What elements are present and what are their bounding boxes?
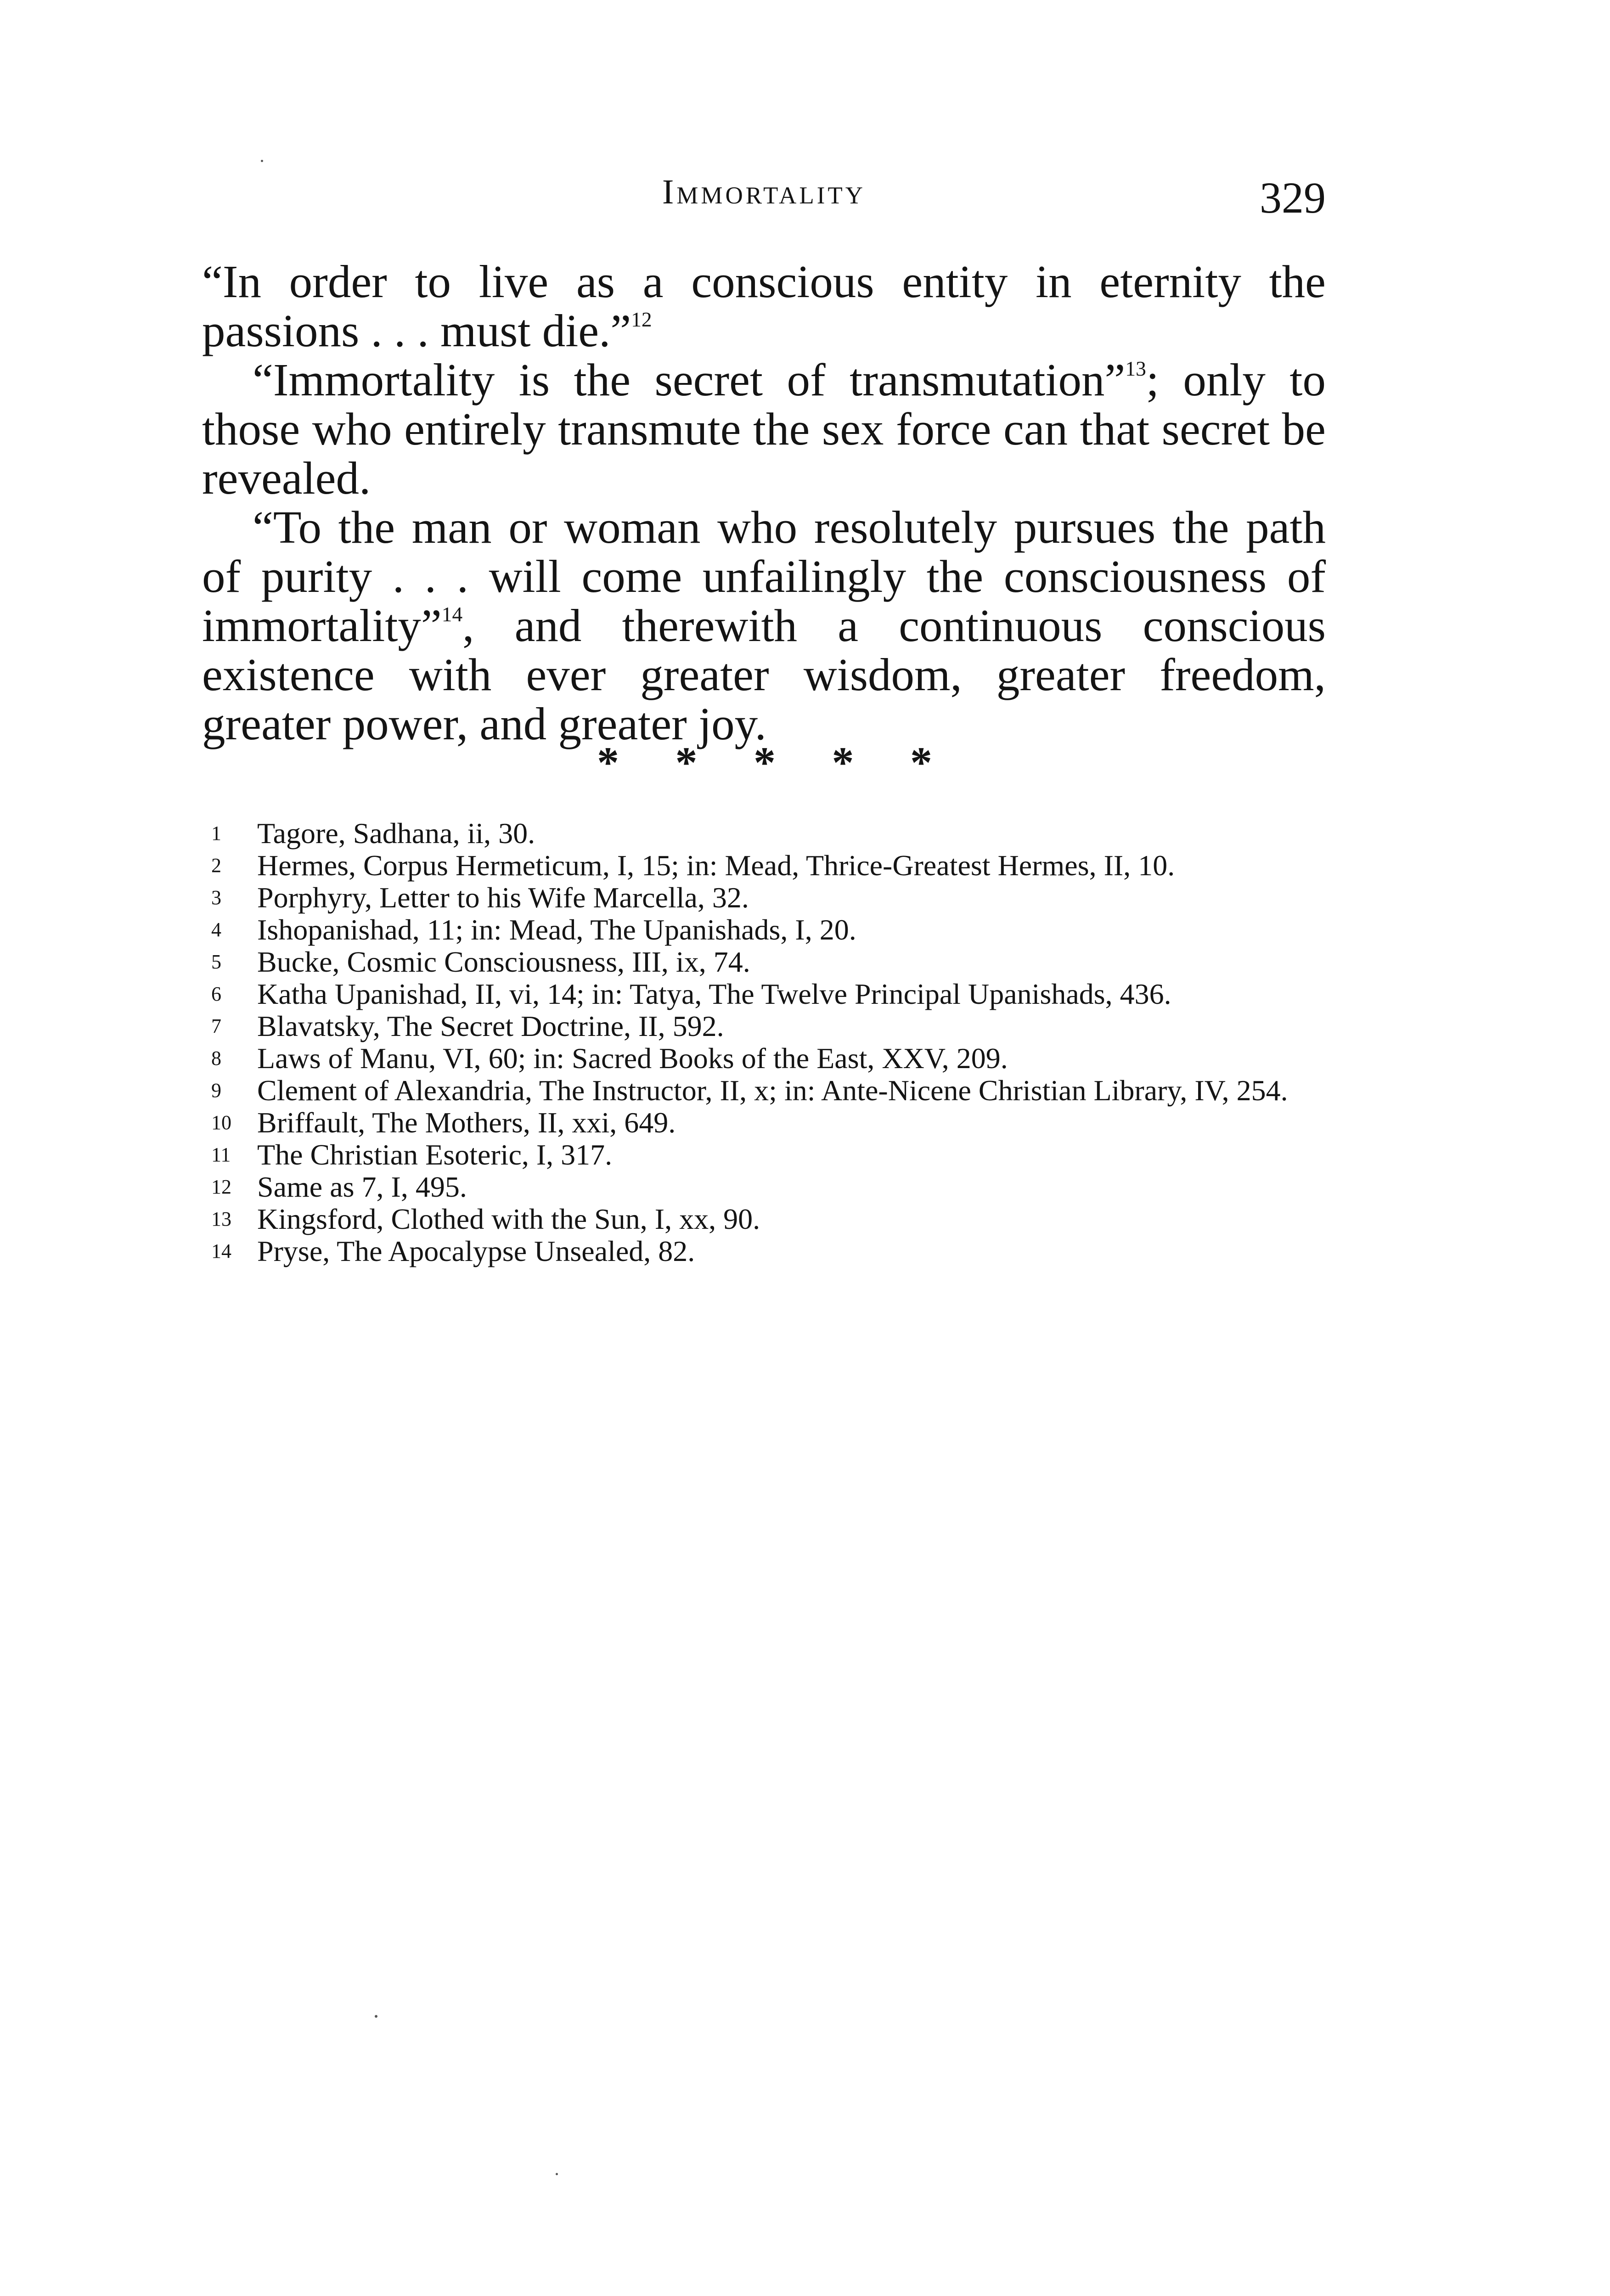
- footnote-number: 7: [211, 1015, 221, 1037]
- asterisk: *: [832, 738, 854, 787]
- page-number: 329: [1260, 173, 1326, 222]
- footnote-number: 5: [211, 951, 221, 973]
- paragraph-text: “In order to live as a conscious entity in eternity the passions . . . must die.”: [202, 256, 1326, 356]
- footnote-item: [211, 850, 1327, 882]
- footnote-number: 4: [211, 918, 221, 941]
- asterisk: *: [675, 738, 698, 787]
- footnote-text: Ishopanishad, 11; in: Mead, The Upanishads, I, 20.: [257, 913, 856, 946]
- footnote-item: [211, 1203, 1327, 1235]
- scan-speck: [556, 2173, 558, 2175]
- paragraph-text: “Immortality is the secret of transmutation”: [253, 354, 1126, 405]
- paragraph-transmutation: [202, 355, 1326, 503]
- footnote-item: [211, 1042, 1327, 1075]
- footnote-number: 10: [211, 1111, 231, 1134]
- footnote-text: Katha Upanishad, II, vi, 14; in: Tatya, The Twelve Principal Upanishads, 436.: [257, 978, 1171, 1010]
- footnote-text: Tagore, Sadhana, ii, 30.: [257, 817, 535, 850]
- footnote-text: Laws of Manu, VI, 60; in: Sacred Books of the East, XXV, 209.: [257, 1042, 1008, 1075]
- footnote-item: [211, 1235, 1327, 1267]
- running-title: Immortality: [662, 173, 866, 211]
- footnote-item: [211, 978, 1327, 1010]
- paragraph-text: ; only to those who entirely transmute the sex force can that secret be revealed.: [202, 354, 1326, 504]
- paragraph-purity: [202, 503, 1326, 748]
- footnote-text: Pryse, The Apocalypse Unsealed, 82.: [257, 1235, 695, 1267]
- footnote-item: [211, 946, 1327, 978]
- footnotes: [211, 817, 1327, 1267]
- footnote-ref: 13: [1125, 356, 1146, 380]
- footnote-text: Bucke, Cosmic Consciousness, III, ix, 74.: [257, 945, 750, 978]
- body-text: [202, 257, 1326, 748]
- footnote-number: 6: [211, 983, 221, 1005]
- footnote-item: [211, 1171, 1327, 1203]
- footnote-number: 1: [211, 822, 221, 844]
- footnote-item: [211, 1075, 1327, 1107]
- footnote-text: Same as 7, I, 495.: [257, 1171, 467, 1203]
- footnote-number: 8: [211, 1047, 221, 1069]
- footnote-number: 12: [211, 1176, 231, 1198]
- footnote-number: 9: [211, 1079, 221, 1102]
- footnote-text: Clement of Alexandria, The Instructor, II, x; in: Ante-Nicene Christian Library, IV, 254.: [257, 1074, 1288, 1107]
- footnote-item: [211, 882, 1327, 914]
- footnote-item: [211, 1139, 1327, 1171]
- page-header: [202, 172, 1326, 227]
- section-break-asterisks: [597, 737, 932, 788]
- footnote-text: Kingsford, Clothed with the Sun, I, xx, 90.: [257, 1203, 760, 1235]
- footnote-item: [211, 1107, 1327, 1139]
- footnote-number: 14: [211, 1240, 231, 1262]
- paragraph-text: , and therewith a continuous conscious existence with ever greater wisdom, greater freedom, greater power, and greater joy.: [202, 600, 1326, 749]
- scan-speck: [375, 2015, 377, 2018]
- footnote-item: [211, 914, 1327, 946]
- paragraph-quote-passions: [202, 257, 1326, 355]
- footnote-number: 13: [211, 1208, 231, 1230]
- asterisk: *: [754, 738, 776, 787]
- asterisk: *: [597, 738, 619, 787]
- footnote-text: Hermes, Corpus Hermeticum, I, 15; in: Mead, Thrice-Greatest Hermes, II, 10.: [257, 849, 1175, 882]
- asterisk: *: [910, 738, 932, 787]
- footnote-text: The Christian Esoteric, I, 317.: [257, 1138, 613, 1171]
- footnote-number: 3: [211, 886, 221, 909]
- footnote-number: 11: [211, 1143, 231, 1166]
- footnote-text: Blavatsky, The Secret Doctrine, II, 592.: [257, 1010, 724, 1042]
- footnote-text: Briffault, The Mothers, II, xxi, 649.: [257, 1106, 676, 1139]
- footnote-item: [211, 817, 1327, 850]
- scan-speck: [261, 160, 263, 162]
- paragraph-text: “To the man or woman who resolutely pursues the path of purity . . . will come unfailingly the consciousness of immortality”: [202, 501, 1326, 651]
- footnote-number: 2: [211, 854, 221, 877]
- footnote-text: Porphyry, Letter to his Wife Marcella, 32.: [257, 881, 749, 914]
- footnote-item: [211, 1010, 1327, 1042]
- footnote-ref: 12: [631, 307, 652, 331]
- footnote-ref: 14: [441, 602, 463, 626]
